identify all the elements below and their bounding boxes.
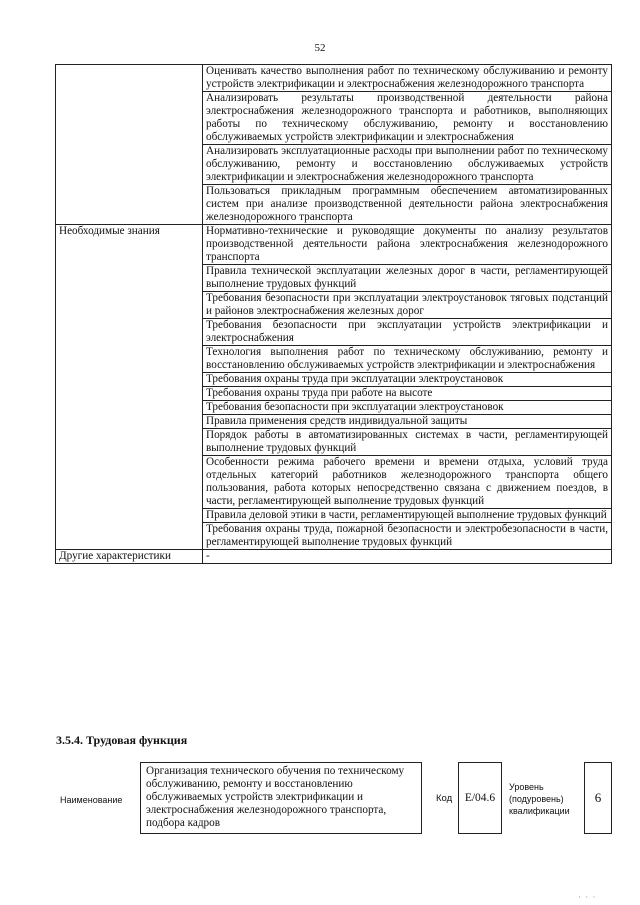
row-item: Требования охраны труда при работе на высоте [203, 387, 612, 401]
row-item: Оценивать качество выполнения работ по техническому обслуживанию и ремонту устройств электрификации и электроснабжения железнодорожного транспорта [203, 65, 612, 92]
table-row [56, 65, 612, 92]
row-label: Необходимые знания [56, 225, 203, 550]
row-item: Правила деловой этики в части, регламентирующей выполнение трудовых функций [203, 509, 612, 523]
function-name-value: Организация технического обучения по техническому обслуживанию, ремонту и восстановлению обслуживаемых устройств электрификации и электроснабжения железнодорожного транспорта, подбора кадров [146, 765, 405, 829]
row-item: Требования охраны труда, пожарной безопасности и электробезопасности в части, регламентирующей выполнение трудовых функций [203, 523, 612, 550]
table-row [56, 550, 612, 564]
level-label: Уровень (подуровень) квалификации [509, 782, 570, 816]
code-value: E/04.6 [464, 792, 496, 804]
row-label: Другие характеристики [56, 550, 203, 564]
level-value: 6 [594, 790, 602, 805]
page-number: 52 [314, 42, 326, 54]
table-row [56, 225, 612, 265]
code-box [458, 762, 502, 834]
row-item: - [203, 550, 612, 564]
row-item: Требования безопасности при эксплуатации электроустановок тяговых подстанций и районов электроснабжения железных дорог [203, 292, 612, 319]
name-label: Наименование [60, 795, 123, 805]
row-item: Порядок работы в автоматизированных системах в части, регламентирующей выполнение трудовых функций [203, 429, 612, 456]
row-item: Требования безопасности при эксплуатации электроустановок [203, 401, 612, 415]
code-label: Код [436, 793, 453, 804]
function-name-box [140, 762, 422, 834]
row-item: Требования охраны труда при эксплуатации электроустановок [203, 373, 612, 387]
row-item: Анализировать эксплуатационные расходы при выполнении работ по техническому обслуживанию, ремонту и восстановлению обслуживаемых устройств электрификации и электроснабжения железнодорожного транспорта [203, 145, 612, 185]
skills-knowledge-table [55, 64, 612, 564]
row-item: Технология выполнения работ по техническому обслуживанию, ремонту и восстановлению обслуживаемых устройств электрификации и электроснабжения [203, 346, 612, 373]
row-label [56, 65, 203, 225]
row-item: Правила технической эксплуатации железных дорог в части, регламентирующей выполнение трудовых функций [203, 265, 612, 292]
section-heading: 3.5.4. Трудовая функция [56, 733, 188, 747]
row-item: Требования безопасности при эксплуатации устройств электрификации и электроснабжения [203, 319, 612, 346]
level-box [584, 762, 612, 834]
row-item: Нормативно-технические и руководящие документы по анализу результатов производственной деятельности района электроснабжения железнодорожного транспорта [203, 225, 612, 265]
row-item: Анализировать результаты производственной деятельности района электроснабжения железнодорожного транспорта и работников, выполняющих работы по техническому обслуживанию, ремонту и восстановлению обслуживаемых устройств электрификации и электроснабжения [203, 92, 612, 145]
table-body [56, 65, 612, 564]
row-item: Правила применения средств индивидуальной защиты [203, 415, 612, 429]
row-item: Особенности режима рабочего времени и времени отдыха, условий труда отдельных категорий работников железнодорожного транспорта общего пользования, работа которых непосредственно связана с движением поездов, в части, регламентирующей выполнение трудовых функций [203, 456, 612, 509]
row-item: Пользоваться прикладным программным обеспечением автоматизированных систем при анализе производственной деятельности района электроснабжения железнодорожного транспорта [203, 185, 612, 225]
corner-mark: · · · [578, 892, 597, 902]
